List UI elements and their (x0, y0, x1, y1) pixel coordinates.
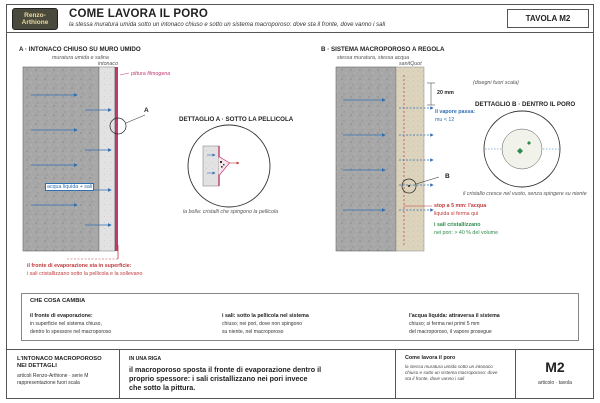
film-leader (120, 73, 129, 75)
panel-b-layer-label: sanitQuot (399, 61, 422, 67)
panel-a-title: A · INTONACO CHIUSO SU MURO UMIDO (19, 46, 141, 53)
panel-a-layer-label: intonaco (98, 61, 119, 67)
panel-b-subtitle: stessa muratura, stessa acqua (337, 55, 410, 61)
salts-title: i sali cristallizzano (434, 222, 481, 228)
page-subtitle: la stessa muratura umida sotto un intonaco chiuso e sotto un sistema macroporoso: dove sta il fronte, dove vanno i sali (69, 22, 386, 28)
page-title: COME LAVORA IL PORO (69, 8, 209, 20)
comparison-title: CHE COSA CAMBIA (30, 298, 86, 304)
callout-a-letter: A (144, 107, 149, 114)
compare-col3-line1: chiuso; si ferma nei primi 5 mm (409, 321, 480, 327)
panel-a-front-title: il fronte di evaporazione sta in superficie: (27, 263, 132, 269)
footer-title-block (7, 349, 593, 398)
sheet-code-sub: articolo · tavola (538, 380, 572, 386)
footer-card-title: Come lavora il poro (405, 355, 456, 361)
footer-divider (515, 350, 516, 399)
panel-b-wall-section (336, 67, 424, 251)
stop-desc: liquida si ferma qui (434, 211, 479, 217)
compare-col2-title: i sali: sotto la pellicola nel sistema (222, 313, 309, 319)
plate-number: TAVOLA M2 (507, 9, 589, 28)
callout-b-letter: B (445, 173, 450, 180)
sheet-code: M2 (545, 359, 565, 375)
vapour-title: il vapore passa: (435, 109, 476, 115)
compare-col1-line2: dentro lo spessore nel macroporoso (30, 329, 112, 335)
panel-a-water-label: acqua liquida + sali (47, 184, 93, 190)
footer-card-text: la stessa muratura umida sotto un intonaco chiuso e sotto un sistema macroporoso: dove sta il fronte, dove vanno i sali (405, 364, 498, 381)
footer-meta: articoli Renzo-Arthione · serie M rappresentazione fuori scala (17, 373, 89, 386)
detail-b-caption: il cristallo cresce nel vuoto, senza spingere su niente (463, 191, 587, 197)
detail-a-title: DETTAGLIO A · SOTTO LA PELLICOLA (179, 116, 294, 123)
scale-note: (disegni fuori scala) (473, 80, 519, 86)
footer-summary-title: IN UNA RIGA (129, 356, 162, 362)
stop-title: stop a 5 mm: l'acqua (434, 203, 487, 209)
panel-a-film-label: pittura filmogena (131, 71, 171, 77)
footer-summary-text: il macroporoso sposta il fronte di evaporazione dentro il proprio spessore: i sali cristallizzano nei pori invece che sotto la pittura. (129, 365, 322, 392)
compare-col3-line2: del macroporoso, il vapore prosegue (409, 329, 492, 335)
thickness-label: 20 mm (437, 90, 454, 96)
brand-logo: Renzo-Arthione (12, 8, 58, 30)
compare-col1-line1: in superficie nel sistema chiuso, (30, 321, 102, 327)
detail-b-title: DETTAGLIO B · DENTRO IL PORO (475, 101, 576, 108)
detail-a-caption: la bolla: cristalli che spingono la pellicola (183, 209, 279, 215)
compare-col3-title: l'acqua liquida: attraversa il sistema (409, 313, 500, 319)
footer-divider (119, 350, 120, 399)
salts-desc: nei pori: > 40 % del volume (434, 230, 499, 236)
vapour-mu: mu < 12 (435, 117, 455, 123)
thickness-dimension (427, 83, 435, 105)
compare-col2-line2: su niente, nel macroporoso (222, 329, 284, 335)
drawing-sheet (6, 4, 594, 399)
panel-a-front-desc: i sali cristallizzano sotto la pellicola e la sollevano (27, 271, 143, 277)
footer-series-name: L'INTONACO MACROPOROSO NEI DETTAGLI (17, 356, 102, 369)
panel-b-title: B · SISTEMA MACROPOROSO A REGOLA (321, 46, 445, 53)
detail-b-circle (484, 111, 560, 187)
compare-col2-line1: chiuso; nei pori, dove non spingono (222, 321, 303, 327)
panel-a-subtitle: muratura umida e salina (52, 55, 109, 61)
detail-a-circle (188, 125, 270, 207)
comparison-box (21, 293, 579, 341)
compare-col1-title: il fronte di evaporazione: (30, 313, 93, 319)
footer-divider (395, 350, 396, 399)
